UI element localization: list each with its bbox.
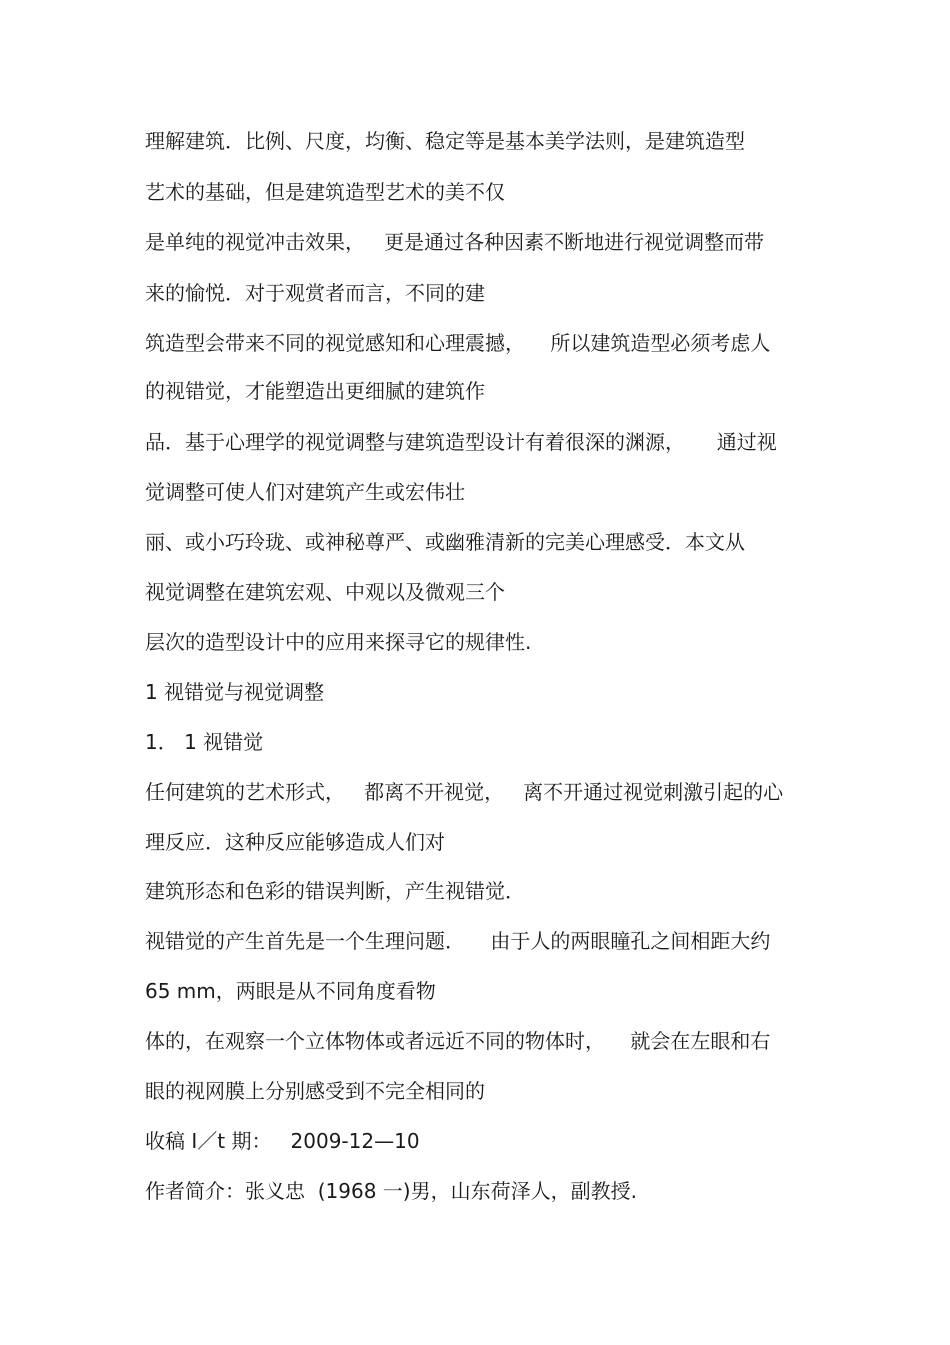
text-line: 体的，在观察一个立体物体或者远近不同的物体时， 就会在左眼和右 (145, 1029, 771, 1053)
text-line: 视错觉的产生首先是一个生理问题． 由于人的两眼瞳孔之间相距大约 (145, 929, 771, 953)
text-line: 丽、或小巧玲珑、或神秘尊严、或幽雅清新的完美心理感受．本文从 (145, 530, 745, 554)
text-line: 理反应．这种反应能够造成人们对 (145, 830, 445, 854)
text-line: 是单纯的视觉冲击效果， 更是通过各种因素不断地进行视觉调整而带 (145, 230, 765, 254)
text-line: 品．基于心理学的视觉调整与建筑造型设计有着很深的渊源， 通过视 (145, 430, 777, 454)
text-line: 觉调整可使人们对建筑产生或宏伟壮 (145, 480, 465, 504)
text-line: 眼的视网膜上分别感受到不完全相同的 (145, 1079, 485, 1103)
text-line: 的视错觉，才能塑造出更细腻的建筑作 (145, 379, 485, 403)
author-info: 作者简介：张义忠 (1968 一)男，山东荷泽人，副教授. (145, 1179, 637, 1203)
text-line: 筑造型会带来不同的视觉感知和心理震撼， 所以建筑造型必须考虑人 (145, 331, 771, 355)
section-heading: 1 视错觉与视觉调整 (145, 680, 325, 704)
text-line: 任何建筑的艺术形式， 都离不开视觉， 离不开通过视觉刺激引起的心 (145, 780, 784, 804)
received-date: 收稿 I／t 期： 2009-12—10 (145, 1129, 420, 1153)
subsection-heading: 1． 1 视错觉 (145, 730, 264, 754)
text-line: 理解建筑．比例、尺度，均衡、稳定等是基本美学法则，是建筑造型 (145, 129, 745, 153)
text-line: 视觉调整在建筑宏观、中观以及微观三个 (145, 580, 505, 604)
text-line: 来的愉悦．对于观赏者而言，不同的建 (145, 281, 485, 305)
text-line: 65 mm，两眼是从不同角度看物 (145, 979, 436, 1003)
text-line: 层次的造型设计中的应用来探寻它的规律性. (145, 630, 532, 654)
text-line: 建筑形态和色彩的错误判断，产生视错觉． (145, 879, 525, 903)
text-line: 艺术的基础，但是建筑造型艺术的美不仅 (145, 180, 505, 204)
